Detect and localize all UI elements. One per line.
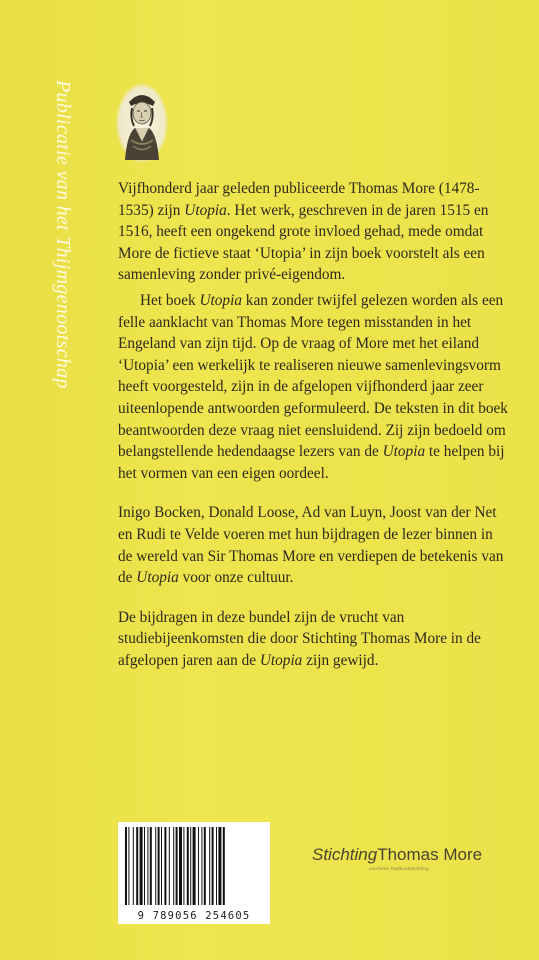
blurb-paragraph-1: Vijfhonderd jaar geleden publiceerde Thomas More (1478-1535) zijn Utopia. Het werk, geschreven in de jaren 1515 en 1516, heeft een ongekend grote invloed gehad, mede omdat More de fictieve staat ‘Utopia’ in zijn boek voorstelt als een samenleving zonder privé-eigendom. (118, 180, 489, 284)
series-title: Publicatie van het Thijmgenootschap (52, 80, 74, 389)
publisher-logo (312, 845, 482, 865)
publisher-name: Thomas More (377, 845, 483, 864)
author-portrait (115, 82, 169, 164)
barcode-bars (123, 827, 265, 907)
blurb-paragraph-2: Het boek Utopia kan zonder twijfel gelezen worden als een felle aanklacht van Thomas More tegen misstanden in het Engeland van zijn tijd. Op de vraag of More met het eiland ‘Utopia’ een werkelijk te realiseren nieuwe samenlevingsvorm heeft voorgesteld, zijn in de afgelopen vijfhonderd jaar zeer uiteenlopende antwoorden geformuleerd. De teksten in dit boek beantwoorden deze vraag niet eensluidend. Zij zijn bedoeld om belangstellende hedendaagse lezers van de Utopia te helpen bij het vormen van een eigen oordeel. (118, 291, 508, 482)
isbn-barcode (118, 822, 270, 924)
blurb-paragraph-3: Inigo Bocken, Donald Loose, Ad van Luyn, Joost van der Net en Rudi te Velde voeren met hun bijdragen de lezer binnen in de wereld van Sir Thomas More en verdiepen de betekenis van de Utopia voor onze cultuur. (118, 504, 504, 587)
blurb-text (118, 178, 510, 671)
publisher-subtitle: voorheen Radboudstichting (369, 866, 429, 871)
isbn-number: 9 789056 254605 (137, 910, 251, 922)
blurb-paragraph-4: De bijdragen in deze bundel zijn de vrucht van studiebijeenkomsten die door Stichting Thomas More in de afgelopen jaren aan de Utopia zijn gewijd. (118, 608, 481, 669)
publisher-name-italic: Stichting (312, 845, 378, 864)
